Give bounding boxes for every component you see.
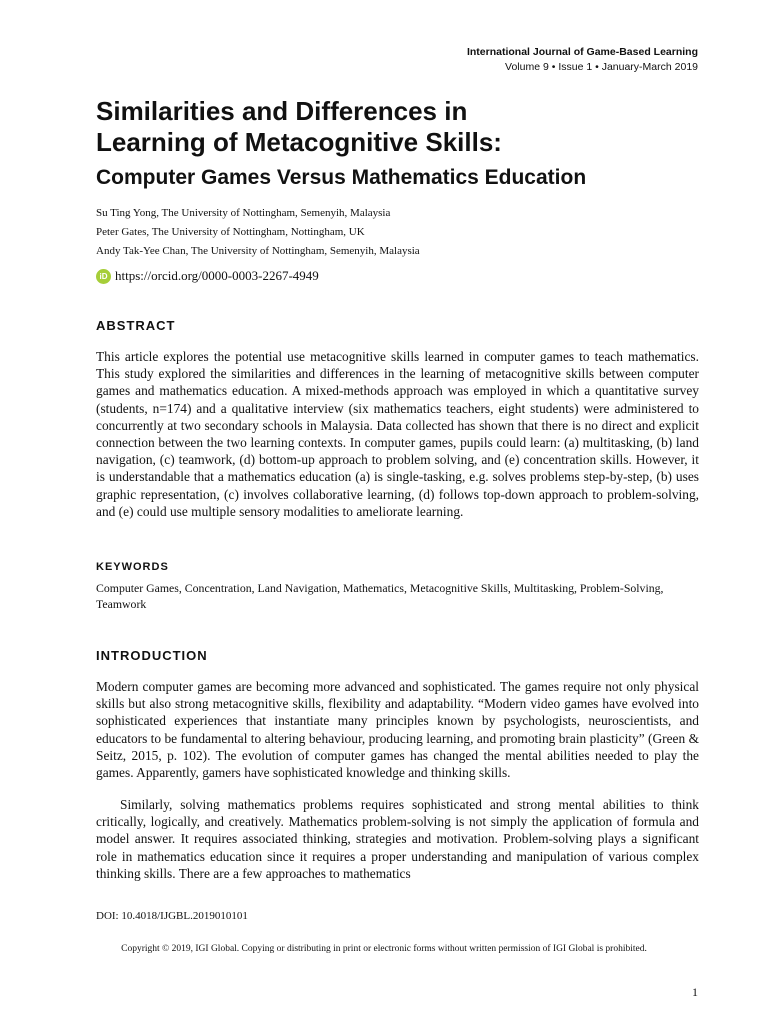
author-1: Su Ting Yong, The University of Nottingham, Semenyih, Malaysia (96, 207, 391, 219)
journal-name: International Journal of Game-Based Learning (466, 46, 698, 58)
introduction-heading: INTRODUCTION (96, 648, 208, 663)
article-title (96, 96, 696, 158)
orcid-link[interactable]: https://orcid.org/0000-0003-2267-4949 (115, 268, 319, 283)
title-line-2: Learning of Metacognitive Skills: (96, 127, 502, 157)
copyright-notice: Copyright © 2019, IGI Global. Copying or distributing in print or electronic forms without written permission of IGI Global is prohibited. (121, 944, 647, 954)
introduction-paragraph-1: Modern computer games are becoming more advanced and sophisticated. The games require not only physical skills but also strong metacognitive skills, flexibility and adaptability. “Modern video games have evolved into sophisticated experiences that instantiate many principles known by psychologists, neuroscientists, and educators to be fundamental to altering behaviour, producing learning, and promoting brain plasticity” (Green & Seitz, 2015, p. 102). The evolution of computer games has changed the mental abilities needed to play the games. Apparently, gamers have sophisticated knowledge and thinking skills. (96, 679, 699, 781)
keywords-heading: KEYWORDS (96, 561, 169, 573)
page-number: 1 (692, 985, 698, 999)
title-line-1: Similarities and Differences in (96, 96, 468, 126)
issue-info: Volume 9 • Issue 1 • January-March 2019 (505, 61, 698, 73)
author-2: Peter Gates, The University of Nottingham, Nottingham, UK (96, 226, 365, 238)
abstract-text: This article explores the potential use metacognitive skills learned in computer games to teach mathematics. This study explored the similarities and differences in the learning of metacognitive skills between computer games and mathematics education. A mixed-methods approach was employed in which a quantitative survey (students, n=174) and a qualitative interview (six mathematics teachers, eight students) were administered to concurrently at two secondary schools in Malaysia. Data collected has shown that there is no direct and explicit connection between the two learning contexts. In computer games, pupils could learn: (a) multitasking, (b) land navigation, (c) teamwork, (d) bottom-up approach to problem solving, and (e) concentration skills. However, it is understandable that a mathematics education (a) is single-tasking, e.g. solves problems step-by-step, (b) uses graphic representation, (c) involves collaborative learning, (d) follows top-down approach to problem-solving, and (e) could use multiple sensory modalities to ameliorate learning. (96, 349, 699, 519)
orcid-row (96, 267, 319, 285)
keywords-text: Computer Games, Concentration, Land Navigation, Mathematics, Metacognitive Skills, Multitasking, Problem-Solving, Teamwork (96, 581, 664, 611)
orcid-icon: iD (96, 269, 111, 284)
doi[interactable]: DOI: 10.4018/IJGBL.2019010101 (96, 910, 248, 922)
abstract-heading: ABSTRACT (96, 318, 176, 333)
introduction-paragraph-2: Similarly, solving mathematics problems requires sophisticated and strong mental abilities to think critically, logically, and creatively. Mathematics problem-solving is not simply the application of formula and model answer. It requires associated thinking, strategies and motivation. Problem-solving plays a significant role in mathematics education since it requires a proper understanding and manipulation of various complex thinking skills. There are a few approaches to mathematics (96, 797, 699, 881)
author-3: Andy Tak-Yee Chan, The University of Nottingham, Semenyih, Malaysia (96, 245, 420, 257)
article-subtitle: Computer Games Versus Mathematics Education (96, 166, 587, 189)
